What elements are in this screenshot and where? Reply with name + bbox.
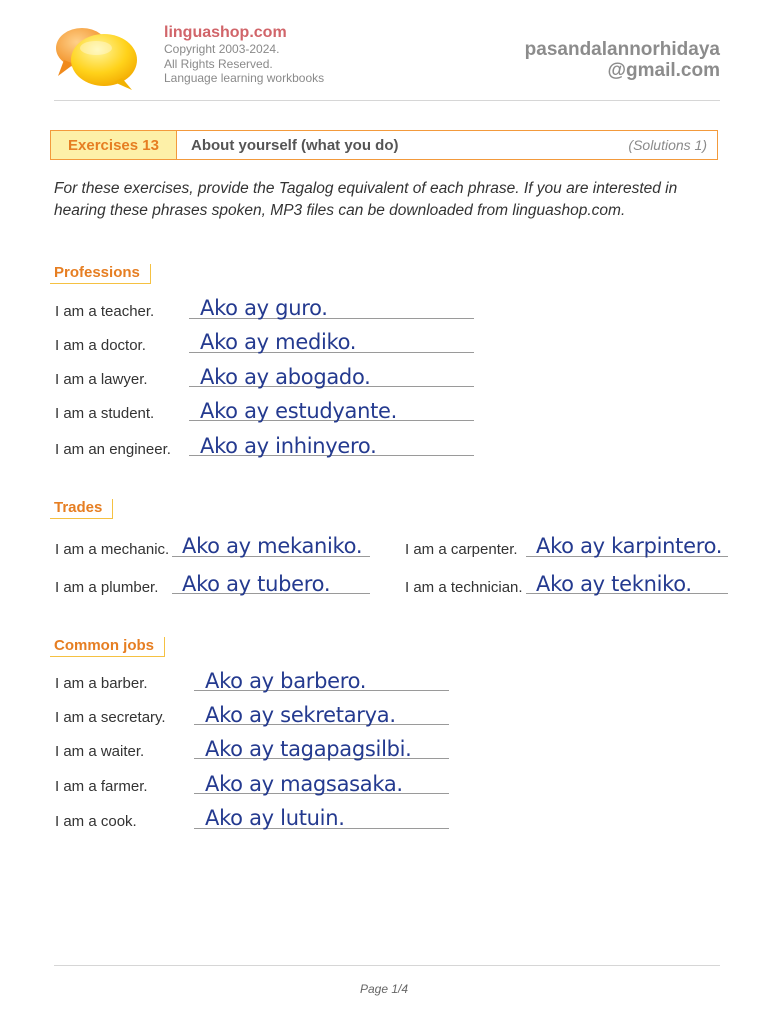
handwritten-answer: Ako ay mediko. xyxy=(200,330,357,354)
section-heading-trades: Trades xyxy=(50,499,113,519)
footer-divider xyxy=(54,965,720,966)
exercise-title-bar xyxy=(50,130,718,160)
handwritten-answer: Ako ay guro. xyxy=(200,296,328,320)
header-divider xyxy=(54,100,720,101)
handwritten-answer: Ako ay magsasaka. xyxy=(205,772,403,796)
section-heading-common-jobs: Common jobs xyxy=(50,637,165,657)
prompt-text: I am a student. xyxy=(55,405,155,422)
prompt-text: I am an engineer. xyxy=(55,441,171,458)
prompt-text: I am a teacher. xyxy=(55,303,155,320)
handwritten-answer: Ako ay inhinyero. xyxy=(200,434,377,458)
handwritten-answer: Ako ay lutuin. xyxy=(205,806,345,830)
prompt-text: I am a lawyer. xyxy=(55,371,148,388)
prompt-text: I am a mechanic. xyxy=(55,541,170,558)
exercise-number-label: Exercises 13 xyxy=(51,131,177,159)
instructions-text: For these exercises, provide the Tagalog equivalent of each phrase. If you are interested in hearing these phrases spoken, MP3 files can be downloaded from linguashop.com. xyxy=(54,180,678,219)
brand-block xyxy=(164,24,324,86)
prompt-text: I am a technician. xyxy=(405,579,523,596)
solutions-label: (Solutions 1) xyxy=(628,137,707,153)
handwritten-answer: Ako ay estudyante. xyxy=(200,399,398,423)
rights-text: All Rights Reserved. xyxy=(164,56,273,71)
handwritten-answer: Ako ay barbero. xyxy=(205,669,367,693)
prompt-text: I am a secretary. xyxy=(55,709,166,726)
email-line-1: pasandalannorhidaya xyxy=(524,39,720,60)
prompt-text: I am a waiter. xyxy=(55,743,145,760)
copyright-text: Copyright 2003-2024. xyxy=(164,42,280,56)
handwritten-answer: Ako ay tubero. xyxy=(182,572,331,596)
handwritten-answer: Ako ay tagapagsilbi. xyxy=(205,737,412,761)
page-number: Page 1/4 xyxy=(359,982,409,996)
user-email xyxy=(525,39,720,81)
handwritten-answer: Ako ay sekretarya. xyxy=(205,703,396,727)
prompt-text: I am a cook. xyxy=(55,813,137,830)
handwritten-answer: Ako ay karpintero. xyxy=(536,534,723,558)
brand-name-link[interactable]: linguashop.com xyxy=(164,24,287,41)
handwritten-answer: Ako ay abogado. xyxy=(200,365,371,389)
prompt-text: I am a barber. xyxy=(55,675,148,692)
prompt-text: I am a doctor. xyxy=(55,337,146,354)
speech-bubbles-icon xyxy=(54,26,140,92)
prompt-text: I am a carpenter. xyxy=(405,541,518,558)
handwritten-answer: Ako ay mekaniko. xyxy=(182,534,363,558)
handwritten-answer: Ako ay tekniko. xyxy=(536,572,692,596)
prompt-text: I am a plumber. xyxy=(55,579,159,596)
tagline-text: Language learning workbooks xyxy=(164,71,325,85)
prompt-text: I am a farmer. xyxy=(55,778,148,795)
exercise-title: About yourself (what you do) xyxy=(191,136,399,154)
section-heading-professions: Professions xyxy=(50,264,151,284)
email-line-2: @gmail.com xyxy=(607,60,720,81)
